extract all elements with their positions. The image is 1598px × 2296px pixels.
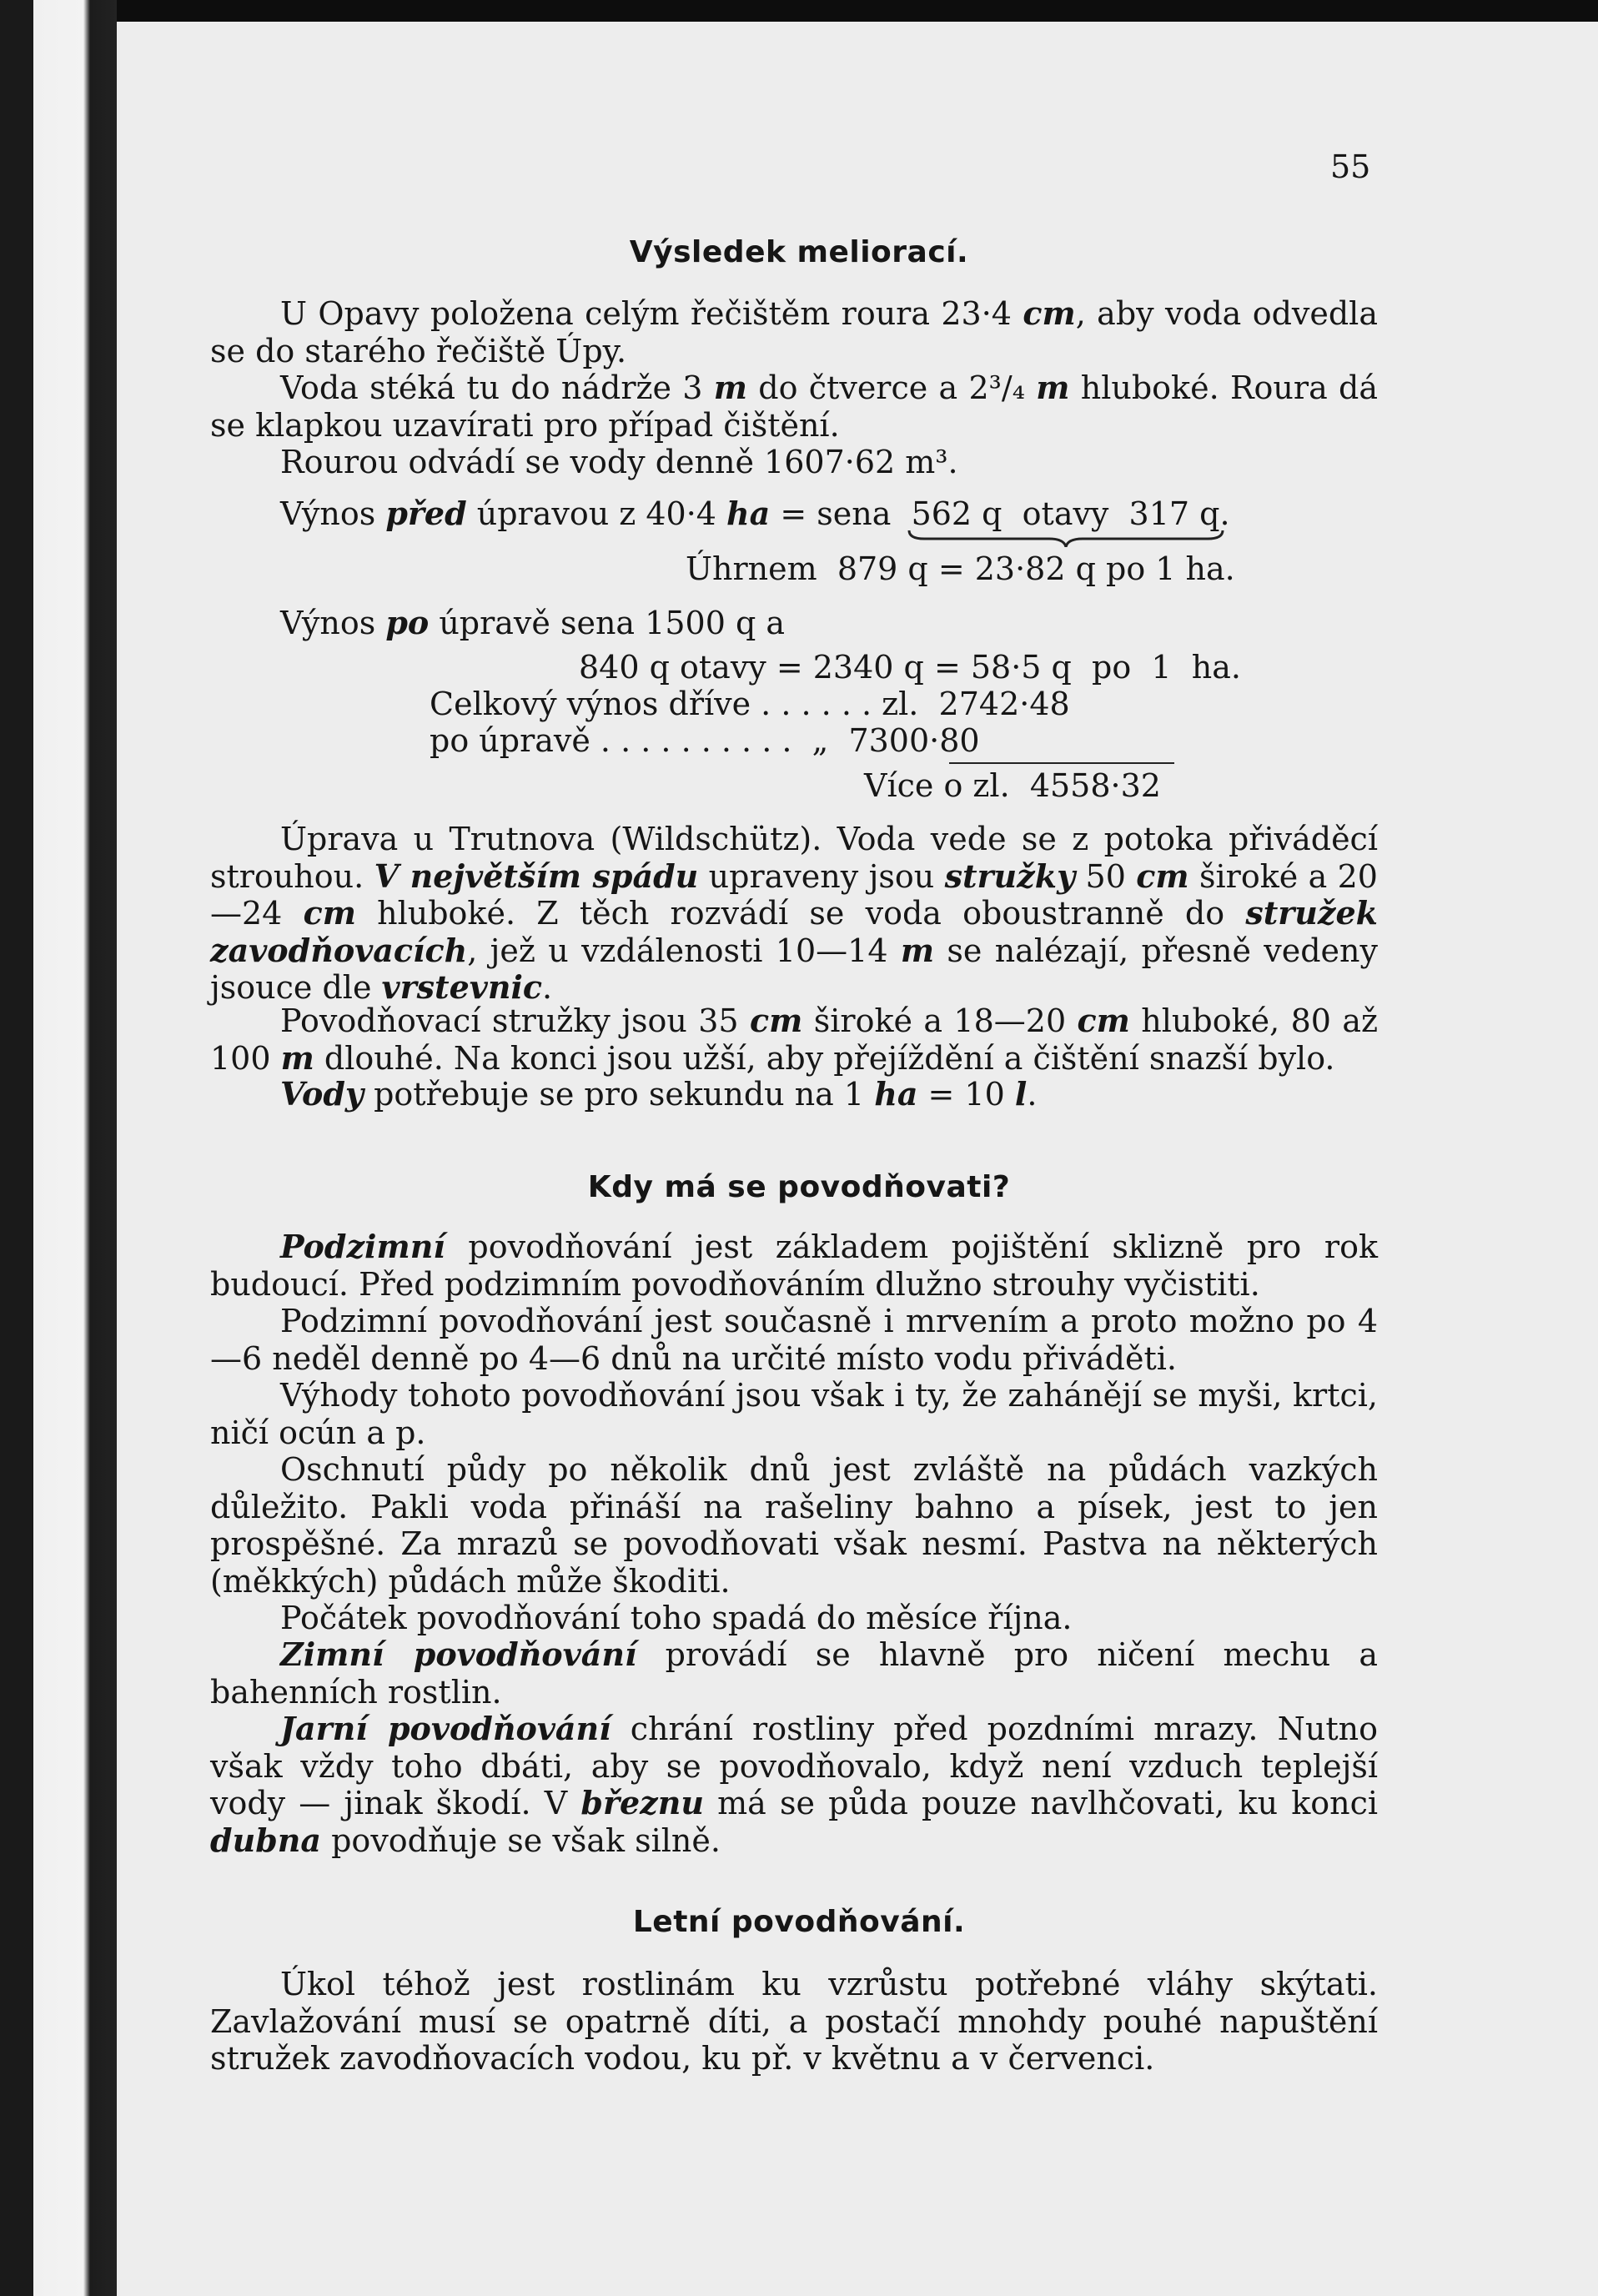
sum-rule — [949, 762, 1174, 764]
book-spine-edge — [0, 0, 117, 2296]
otavy-line: 840 q otavy = 2340 q = 58·5 q po 1 ha. — [579, 649, 1241, 686]
paragraph-trutnov: Úprava u Trutnova (Wildschütz). Voda vede se z potoka přiváděcí strouhou. V největším spádu upraveny jsou stružky 50 cm široké a 20—24 cm hluboké. Z těch rozvádí se voda oboustranně do stružek zavodňovacích, jež u vzdálenosti 10—14 m se nalézají, přesně vedeny jsouce dle vrstevnic. — [210, 821, 1378, 1006]
paragraph-zimni: Zimní povodňování provádí se hlavně pro ničení mechu a bahenních rostlin. — [210, 1635, 1379, 1711]
vynos-po-line: Výnos po úpravě sena 1500 q a — [280, 604, 786, 641]
paragraph-mrveni: Podzimní povodňování jest současně i mrvením a proto možno po 4—6 neděl denně po 4—6 dnů na určité místo vodu přiváděti. — [210, 1303, 1378, 1377]
section-heading-vysledek: Výsledek meliorací. — [629, 235, 969, 269]
paragraph-vody: Vody potřebuje se pro sekundu na 1 ha = 10 l. — [280, 1075, 1038, 1113]
paragraph-oschnuti: Oschnutí půdy po několik dnů jest zvláště na půdách vazkých důležito. Pakli voda přináší na rašeliny bahno a písek, jest to jen prospěšné. Za mrazů se povodňovati však nesmí. Pastva na některých (měkkých) půdách může škoditi. — [210, 1451, 1378, 1600]
paragraph-opava: U Opavy položena celým řečištěm roura 23·4 cm, aby voda odvedla se do starého řečiště Úpy. — [210, 294, 1378, 369]
paragraph-vyhody: Výhody tohoto povodňování jsou však i ty, že zahánějí se myši, krtci, ničí ocún a p. — [210, 1377, 1378, 1451]
paragraph-ukol: Úkol téhož jest rostlinám ku vzrůstu potřebné vláhy skýtati. Zavlažování musí se opatrně díti, a postačí mnohdy pouhé napuštění stružek zavodňovacích vodou, ku př. v květnu a v červenci. — [210, 1966, 1378, 2077]
paragraph-pocatek: Počátek povodňování toho spadá do měsíce října. — [280, 1600, 1073, 1636]
paragraph-podzimni: Podzimní povodňování jest základem pojištění sklizně pro rok budoucí. Před podzimním povodňováním dlužno strouhy vyčistiti. — [210, 1228, 1378, 1303]
celkovy-vynos-line: Celkový výnos dříve . . . . . . zl. 2742·48 — [430, 686, 1070, 722]
paragraph-rourou: Rourou odvádí se vody denně 1607·62 m³. — [280, 444, 958, 480]
po-uprave-line: po úpravě . . . . . . . . . . „ 7300·80 — [430, 722, 980, 759]
paragraph-struzky: Povodňovací stružky jsou 35 cm široké a 18—20 cm hluboké, 80 až 100 m dlouhé. Na konci jsou užší, aby přejíždění a čištění snazší bylo. — [210, 1002, 1379, 1077]
section-heading-kdy: Kdy má se povodňovati? — [587, 1170, 1011, 1204]
vynos-pred-line: Výnos před úpravou z 40·4 ha = sena 562 q otavy 317 q. — [280, 495, 1230, 532]
vice-line: Více o zl. 4558·32 — [864, 767, 1161, 804]
paragraph-nadrz: Voda stéká tu do nádrže 3 m do čtverce a 2³/₄ m hluboké. Roura dá se klapkou uzavírati pro případ čištění. — [210, 369, 1378, 444]
section-heading-letni: Letní povodňování. — [632, 1905, 966, 1939]
paragraph-jarni: Jarní povodňování chrání rostliny před pozdními mrazy. Nutno však vždy toho dbáti, aby se povodňovalo, když není vzduch teplejší vody — jinak škodí. V březnu má se půda pouze navlhčovati, ku konci dubna povodňuje se však silně. — [210, 1710, 1379, 1859]
page-number: 55 — [1330, 148, 1371, 185]
uhrnem-line: Úhrnem 879 q = 23·82 q po 1 ha. — [686, 550, 1235, 587]
sum-brace — [907, 529, 1224, 547]
